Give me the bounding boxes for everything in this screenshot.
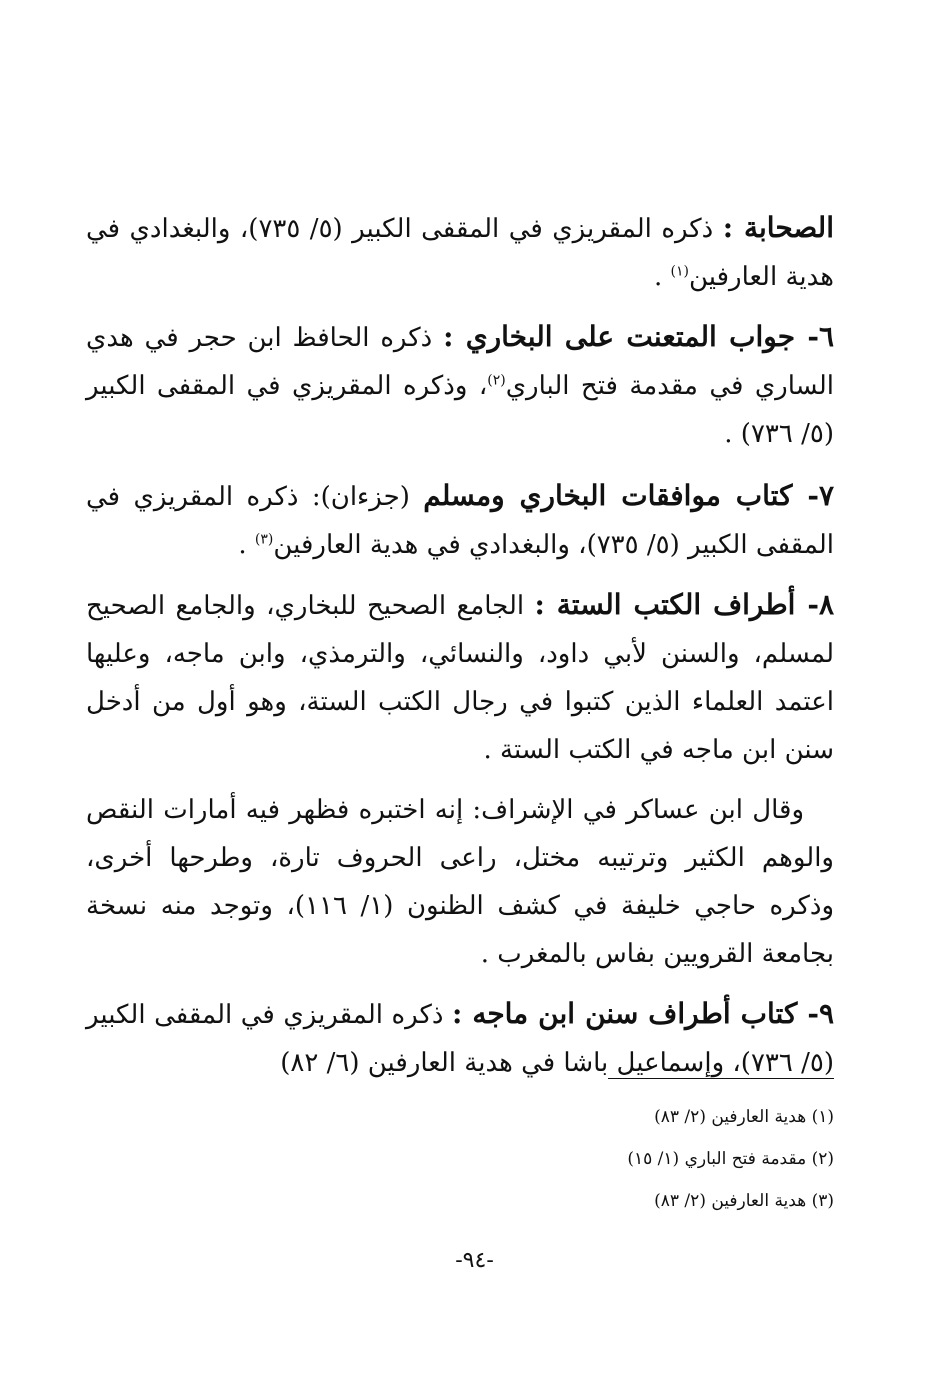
- paragraph-heading: ٨- أطراف الكتب الستة :: [534, 588, 835, 621]
- paragraph-tail: ، وذكره المقريزي في المقفى الكبير (٥/ ٧٣٦) .: [86, 371, 834, 449]
- paragraph-heading: ٦- جواب المتعنت على البخاري :: [443, 320, 835, 353]
- footnote-3: (٣) هدية العارفين (٢/ ٨٣): [654, 1191, 834, 1211]
- paragraph-text: ذكره المقريزي في المقفى الكبير (٥/ ٧٣٥)، والبغدادي في هدية العارفين: [86, 214, 834, 292]
- footnote-marker: (١): [670, 263, 689, 280]
- paragraph-heading: ٧- كتاب موافقات البخاري ومسلم: [423, 479, 835, 512]
- paragraph-heading: الصحابة :: [722, 211, 834, 244]
- paragraph-ibn-asakir: [86, 786, 834, 978]
- paragraph-text: ذكره المقريزي في المقفى الكبير (٥/ ٧٣٦)، وإسماعيل باشا في هدية العارفين (٦/ ٨٢): [86, 1000, 834, 1078]
- paragraph-text: ذكره الحافظ ابن حجر في هدي الساري في مقدمة فتح الباري: [86, 323, 834, 401]
- paragraph-item-6: [86, 313, 834, 458]
- paragraph-text: وقال ابن عساكر في الإشراف: إنه اختبره فظهر فيه أمارات النقص والوهم الكثير وترتيبه مختل، راعى الحروف تارة، وطرحها أخرى، وذكره حاجي خليفة في كشف الظنون (١/ ١١٦)، وتوجد منه نسخة بجامعة القرويين بفاس بالمغرب .: [86, 795, 835, 969]
- paragraph-tail: .: [238, 530, 255, 560]
- paragraph-text: (جزءان): ذكره المقريزي في المقفى الكبير (٥/ ٧٣٥)، والبغدادي في هدية العارفين: [86, 482, 834, 560]
- paragraph-sahaba: [86, 204, 834, 301]
- paragraph-item-9: [86, 990, 834, 1087]
- footnote-separator: [608, 1078, 834, 1079]
- paragraph-heading: ٩- كتاب أطراف سنن ابن ماجه :: [451, 997, 834, 1030]
- paragraph-item-7: [86, 472, 834, 569]
- paragraph-item-8: [86, 581, 834, 774]
- footnote-marker: (٢): [487, 372, 506, 389]
- main-text: [86, 204, 834, 1099]
- footnotes: [400, 1096, 834, 1222]
- page-number: -٩٤-: [455, 1248, 494, 1273]
- paragraph-text: الجامع الصحيح للبخاري، والجامع الصحيح لمسلم، والسنن لأبي داود، والنسائي، والترمذي، وابن ماجه، وعليها اعتمد العلماء الذين كتبوا في رجال الكتب الستة، وهو أول من أدخل سنن ابن ماجه في الكتب الستة .: [86, 591, 834, 765]
- footnote-2: (٢) مقدمة فتح الباري (١/ ١٥): [627, 1149, 834, 1169]
- paragraph-tail: .: [653, 262, 671, 292]
- footnote-1: (١) هدية العارفين (٢/ ٨٣): [654, 1107, 834, 1127]
- footnote-marker: (٣): [254, 531, 274, 548]
